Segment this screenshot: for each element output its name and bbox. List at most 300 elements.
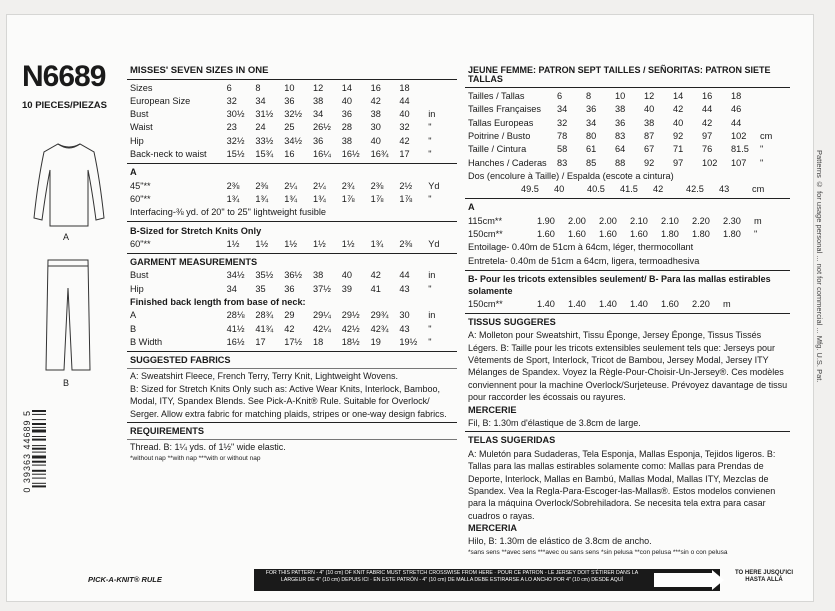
table-cell: 14 (341, 82, 353, 93)
table-cell: m (754, 215, 762, 226)
table-cell: 29¼ (313, 310, 331, 321)
fr-entoilage: Entoilage- 0.40m de 51cm à 64cm, léger, thermocollant (468, 242, 694, 253)
en-view-b-yardage (127, 238, 457, 251)
table-cell: 37½ (313, 283, 331, 294)
table-row (465, 183, 790, 196)
table-cell: 49.5 (521, 184, 539, 195)
table-cell: 40.5 (587, 184, 605, 195)
table-cell: 2.30 (723, 215, 741, 226)
table-cell: 36 (284, 283, 295, 294)
fr-entretela: Entretela- 0.40m de 51cm a 64cm, ligera, termoadhesiva (468, 255, 700, 266)
table-cell: 18½ (341, 336, 360, 347)
table-cell: Yd (428, 180, 440, 191)
table-cell: 36 (284, 95, 295, 106)
table-cell: 38 (313, 95, 324, 106)
row-label: B Width (130, 337, 163, 347)
en-interfacing: Interfacing-⅜ yd. of 20" to 25" lightweight fusible (130, 207, 327, 218)
row-label: A (130, 311, 137, 321)
table-cell: 41.5 (620, 184, 638, 195)
table-cell: 16 (370, 82, 381, 93)
table-cell: 14 (673, 91, 684, 102)
table-cell: 34 (255, 95, 266, 106)
view-a-label: A (63, 232, 70, 242)
table-cell: 42 (702, 117, 713, 128)
fr-dos-label: Dos (encolure à Taille) / Espalda (escote a cintura) (468, 170, 674, 181)
table-cell: 34 (557, 104, 568, 115)
table-cell: 24 (255, 122, 266, 133)
fr-merceria-text: Hilo, B: 1.30m de elástico de 3.8cm de ancho. (468, 536, 652, 547)
table-cell: 58 (557, 144, 568, 155)
en-fabrics-title: SUGGESTED FABRICS (130, 355, 231, 366)
table-cell: 2¾ (341, 180, 355, 191)
table-cell: 42 (653, 184, 664, 195)
fr-view-b-yardage (465, 298, 790, 311)
table-cell: " (428, 283, 432, 294)
en-sizes-table (127, 82, 457, 162)
table-cell: 25 (284, 122, 295, 133)
table-cell: 44 (702, 104, 713, 115)
table-cell: 16 (284, 149, 295, 160)
table-cell: in (428, 310, 436, 321)
en-title: MISSES' SEVEN SIZES IN ONE (127, 64, 457, 80)
table-cell: 38 (644, 117, 655, 128)
table-cell: 8 (255, 82, 261, 93)
barcode-bar (32, 427, 46, 428)
table-cell: 36 (615, 117, 626, 128)
table-cell: 18 (731, 91, 742, 102)
en-finished-label: Finished back length from base of neck: (130, 297, 306, 307)
table-cell: " (428, 149, 432, 160)
table-cell: 34 (313, 109, 324, 120)
fr-mercerie-text: Fil, B: 1.30m d'élastique de 3.8cm de large. (468, 418, 641, 428)
table-cell: 34½ (226, 270, 245, 281)
table-row (127, 309, 457, 322)
row-label: European Size (130, 96, 191, 106)
table-cell: 16½ (226, 336, 245, 347)
pieces-count: 10 PIECES/PIEZAS (22, 100, 108, 111)
row-label: Back-neck to waist (130, 150, 207, 160)
table-row (465, 103, 790, 116)
table-cell: 83 (557, 157, 568, 168)
barcode-bar (32, 445, 46, 446)
table-cell: 40 (673, 117, 684, 128)
table-cell: 35½ (255, 270, 274, 281)
table-row (127, 121, 457, 134)
table-cell: 32 (557, 117, 568, 128)
table-cell: 17 (399, 149, 410, 160)
table-cell: 1.60 (537, 229, 555, 240)
barcode (32, 410, 46, 520)
table-cell: 1.40 (599, 298, 617, 309)
barcode-bar (32, 414, 46, 415)
table-cell: 40 (341, 270, 353, 281)
table-cell: 42 (399, 135, 410, 146)
table-cell: 10 (615, 91, 626, 102)
table-cell: 81.5 (731, 144, 749, 155)
table-row (127, 193, 457, 206)
en-finished-lengths (127, 309, 457, 349)
table-cell: 36½ (284, 270, 303, 281)
table-row (127, 238, 457, 251)
en-view-a-yardage (127, 180, 457, 207)
table-cell: 78 (557, 130, 568, 141)
table-cell: 42 (673, 104, 684, 115)
table-cell: 102 (702, 157, 718, 168)
table-cell: 107 (731, 157, 747, 168)
table-cell: 92 (644, 157, 655, 168)
table-cell: 15¾ (255, 149, 274, 160)
row-label: Tailles / Tallas (468, 92, 525, 102)
table-cell: 40 (399, 109, 410, 120)
table-cell: 1¾ (313, 193, 326, 204)
pattern-number: N6689 (22, 60, 106, 93)
side-copyright-text: Patterns © for usage personal ... not for commercial ... Mfg. U.S. Pat. (815, 150, 824, 383)
pick-a-knit-rule-label: PICK-A-KNIT® RULE (88, 575, 162, 584)
barcode-bar (32, 478, 46, 479)
barcode-bar (32, 474, 46, 475)
table-cell: 1.80 (661, 229, 679, 240)
table-cell: 2.20 (692, 215, 710, 226)
table-cell: 102 (731, 130, 747, 141)
row-label: 115cm** (468, 216, 503, 226)
fr-merceria-title: MERCERIA (468, 523, 518, 534)
table-cell: 2⅜ (226, 180, 240, 191)
table-cell: " (428, 135, 432, 146)
fr-view-b-label: B- Pour les tricots extensibles seulement/ B- Para las mallas estirables solamente (468, 273, 771, 297)
table-cell: 42.5 (686, 184, 704, 195)
table-cell: 1.40 (630, 298, 648, 309)
table-cell: 30½ (226, 109, 245, 120)
barcode-bar (32, 436, 46, 437)
table-cell: 36 (586, 104, 597, 115)
table-row (465, 90, 790, 103)
table-cell: m (723, 298, 731, 309)
table-cell: 1.60 (661, 298, 679, 309)
en-fabrics-b: B: Sized for Stretch Knits Only such as: Active Wear Knits, Interlock, Bamboo, Modal, ITY, Spandex Blends. See Pick-A-Knit® Rule. Suitable for Overlock/ Serger. Allow extra fabric for matching plaids, stripes or one-way design fabrics. (130, 383, 447, 419)
table-cell: in (428, 109, 436, 120)
en-garment-title: GARMENT MEASUREMENTS (130, 257, 258, 268)
fr-tissus-title: TISSUS SUGGERES (468, 317, 556, 328)
table-cell: 23 (226, 122, 237, 133)
table-cell: 40 (370, 135, 381, 146)
table-cell: 1¾ (370, 238, 384, 249)
table-row (127, 82, 457, 95)
table-cell: 88 (615, 157, 626, 168)
row-label: Hanches / Caderas (468, 158, 547, 168)
fr-title: JEUNE FEMME: PATRON SEPT TAILLES / SEÑORITAS: PATRON SIETE TALLAS (465, 64, 790, 88)
table-cell: 83 (615, 130, 626, 141)
table-cell: 28 (341, 122, 353, 133)
table-cell: 18 (399, 82, 410, 93)
table-cell: 1.90 (537, 215, 555, 226)
table-cell: 17 (255, 336, 266, 347)
barcode-bar (32, 439, 46, 441)
table-cell: 16¼ (313, 149, 331, 160)
barcode-bar (32, 465, 46, 466)
table-cell: 76 (702, 144, 713, 155)
table-cell: 38 (341, 135, 353, 146)
table-cell: 39 (341, 283, 353, 294)
row-label: 150cm** (468, 230, 503, 240)
table-cell: 2¼ (313, 180, 326, 191)
en-footnote: *without nap **with nap ***with or without nap (130, 454, 261, 462)
table-cell: 1.40 (568, 298, 586, 309)
english-column (127, 64, 457, 462)
table-cell: 1.80 (723, 229, 741, 240)
row-label: 45"** (130, 181, 151, 191)
table-cell: 6 (226, 82, 232, 93)
en-view-b-label: B-Sized for Stretch Knits Only (130, 225, 262, 236)
fr-footnote: *sans sens **avec sens ***avec ou sans sens *sin pelusa **con pelusa ***sin o con pelusa (468, 548, 728, 556)
table-cell: 34 (226, 283, 237, 294)
table-cell: 1⅞ (370, 193, 384, 204)
table-cell: 2⅜ (370, 180, 384, 191)
table-cell: " (428, 193, 432, 204)
table-cell: 29½ (341, 310, 360, 321)
table-cell: 1½ (255, 238, 269, 249)
table-row (465, 228, 790, 241)
table-cell: " (428, 336, 432, 347)
table-cell: " (428, 122, 432, 133)
table-cell: 1½ (284, 238, 297, 249)
table-cell: 92 (673, 130, 684, 141)
stretch-guide-text: FOR THIS PATTERN - 4" (10 cm) OF KNIT FABRIC MUST STRETCH CROSSWISE FROM HERE · POUR CE PATRON - LE JERSEY DOIT S'ÉTIRER DANS LA LARGEUR DE 4" (10 cm) DEPUIS ICI · EN ESTE PATRÓN - 4" (10 cm) DE MALLA DEBE ESTIRARSE A LO ANCHO POR 4" (10 cm) DESDE AQUÍ (265, 570, 639, 583)
table-cell: 2⅜ (399, 238, 413, 249)
table-cell: 1.60 (630, 229, 648, 240)
table-row (465, 298, 790, 311)
en-garment-measurements (127, 269, 457, 296)
barcode-bar (32, 410, 46, 412)
table-cell: 80 (586, 130, 597, 141)
table-cell: 12 (313, 82, 324, 93)
table-cell: 32 (226, 95, 237, 106)
stretch-guide-bar (254, 569, 720, 591)
table-cell: 2½ (399, 180, 413, 191)
barcode-bar (32, 461, 46, 463)
table-row (127, 269, 457, 282)
table-row (465, 215, 790, 228)
table-cell: cm (752, 184, 765, 195)
table-cell: 1¾ (284, 193, 297, 204)
table-cell: 44 (399, 270, 410, 281)
table-cell: 1½ (341, 238, 355, 249)
view-a-sweatshirt-drawing (28, 140, 110, 232)
table-cell: 38 (313, 270, 324, 281)
barcode-bar (32, 419, 46, 420)
fr-telas-title: TELAS SUGERIDAS (468, 435, 556, 446)
table-cell: 34 (586, 117, 597, 128)
table-cell: 38 (370, 109, 381, 120)
barcode-number: 0 39363 44689 5 (22, 410, 32, 493)
table-cell: 1.40 (537, 298, 555, 309)
table-cell: 26½ (313, 122, 331, 133)
row-label: Bust (130, 110, 149, 120)
table-cell: 44 (399, 95, 410, 106)
row-label: Tallas Europeas (468, 118, 534, 128)
barcode-bar (32, 423, 46, 425)
barcode-bar (32, 485, 46, 487)
table-cell: 32 (399, 122, 410, 133)
table-cell: 64 (615, 144, 626, 155)
table-cell: 12 (644, 91, 655, 102)
en-requirements-title: REQUIREMENTS (130, 426, 205, 437)
table-cell: 15½ (226, 149, 245, 160)
fr-tissus-text: A: Molleton pour Sweatshirt, Tissu Éponge, Jersey Éponge, Tissus Tissés Légers. B: Taille pour les tricots extensibles seulement tels que: Jerseys pour Vêtements de Sport, Interlock, Tricot de Bambou, Jersey Modal, Jersey ITY Mélanges de Spandex. Voyez la Règle-Pour-Choisir-Un-Jersey®. Ces modèles conviennent pour la machine Overlock/Surjeteuse. Prévoyez davantage de tissu pour raccorder les écossais ou rayures. (468, 330, 788, 403)
table-cell: 42¾ (370, 323, 389, 334)
table-cell: " (760, 144, 764, 155)
table-cell: 1½ (313, 238, 326, 249)
table-cell: 10 (284, 82, 295, 93)
row-label: Waist (130, 123, 153, 133)
barcode-bar (32, 483, 46, 484)
barcode-bar (32, 470, 46, 472)
fr-mercerie-title: MERCERIE (468, 404, 517, 415)
en-fabrics-a: A: Sweatshirt Fleece, French Terry, Terry Knit, Lightweight Wovens. (130, 371, 398, 382)
table-cell: 1¾ (255, 193, 269, 204)
table-row (465, 143, 790, 156)
table-cell: 43 (719, 184, 730, 195)
barcode-bar (32, 430, 46, 433)
to-here-label: TO HERE JUSQU'ICI HASTA ALLÁ (735, 570, 793, 583)
table-cell: 42 (370, 270, 381, 281)
table-cell: in (428, 270, 436, 281)
table-cell: " (428, 323, 432, 334)
table-cell: 17½ (284, 336, 303, 347)
row-label: Bust (130, 271, 149, 281)
table-cell: 46 (731, 104, 742, 115)
table-cell: cm (760, 130, 773, 141)
table-cell: 1½ (226, 238, 240, 249)
table-cell: 16½ (341, 149, 360, 160)
en-view-a-label: A (130, 167, 137, 178)
table-cell: 29¾ (370, 310, 389, 321)
table-cell: 30 (399, 310, 410, 321)
table-cell: 32½ (226, 135, 245, 146)
table-cell: 2.20 (692, 298, 710, 309)
table-cell: Yd (428, 238, 440, 249)
table-cell: 38 (615, 104, 626, 115)
table-cell: 2⅜ (255, 180, 269, 191)
table-cell: 40 (644, 104, 655, 115)
row-label: 150cm** (468, 299, 503, 309)
table-cell: 16¾ (370, 149, 389, 160)
table-cell: 36 (341, 109, 353, 120)
view-b-label: B (63, 378, 70, 388)
table-cell: 43 (399, 323, 410, 334)
table-cell: 29 (284, 310, 295, 321)
barcode-bar (32, 452, 46, 453)
table-cell: 42¼ (313, 323, 331, 334)
table-cell: " (760, 157, 764, 168)
row-label: Hip (130, 284, 144, 294)
fr-view-a-yardage (465, 215, 790, 242)
table-cell: 6 (557, 91, 563, 102)
table-cell: 97 (673, 157, 684, 168)
table-cell: 67 (644, 144, 655, 155)
table-cell: 42 (370, 95, 381, 106)
table-cell: 19 (370, 336, 381, 347)
table-cell: 32½ (284, 109, 303, 120)
table-row (127, 283, 457, 296)
row-label: 60"** (130, 194, 151, 204)
table-cell: 1.60 (599, 229, 617, 240)
table-cell: 33½ (255, 135, 274, 146)
fr-sizes-table (465, 90, 790, 170)
table-cell: 35 (255, 283, 266, 294)
fr-view-a-label: A (468, 202, 475, 213)
french-spanish-column (465, 64, 790, 556)
table-cell: 44 (731, 117, 742, 128)
table-row (127, 148, 457, 161)
table-cell: 31½ (255, 109, 274, 120)
table-row (127, 323, 457, 336)
barcode-bar (32, 448, 46, 450)
table-row (465, 130, 790, 143)
row-label: Tailles Françaises (468, 105, 542, 115)
table-cell: 42 (284, 323, 295, 334)
fr-dos-row (465, 183, 790, 196)
table-cell: 18 (313, 336, 324, 347)
en-requirements-text: Thread. B: 1¼ yds. of 1½" wide elastic. (130, 442, 286, 453)
fr-telas-text: A: Muletón para Sudaderas, Tela Esponja, Mallas Esponja, Tejidos ligeros. B: Tallas para las mallas estirables solamente como: Mallas para Prendas de Deporte, Interlock, Mallas en Bambú, Mallas Modal, Mallas ITY, Mezclas de Spandex. Vea la Regla-Para-Escoger-las-Mallas®. Estos modelos convienen para la máquina Overlock/Sobrehiladora. Se necesita tela extra para casar cuadros o rayas. (468, 448, 776, 521)
row-label: B (130, 324, 137, 334)
table-row (465, 156, 790, 169)
row-label: Poitrine / Busto (468, 131, 531, 141)
table-cell: 1.60 (568, 229, 586, 240)
table-cell: 28¾ (255, 310, 274, 321)
table-cell: 97 (702, 130, 713, 141)
table-cell: 16 (702, 91, 713, 102)
table-row (127, 108, 457, 121)
arrow-right-icon (654, 573, 714, 587)
table-cell: 30 (370, 122, 381, 133)
row-label: Taille / Cintura (468, 145, 527, 155)
table-row (127, 95, 457, 108)
table-cell: 1⅞ (399, 193, 413, 204)
table-cell: 2.10 (661, 215, 679, 226)
table-cell: 1⅞ (341, 193, 355, 204)
table-cell: 40 (341, 95, 353, 106)
table-cell: 2.00 (599, 215, 617, 226)
table-cell: 87 (644, 130, 655, 141)
table-cell: 19½ (399, 336, 418, 347)
table-cell: 2.10 (630, 215, 648, 226)
table-cell: 85 (586, 157, 597, 168)
table-cell: 42½ (341, 323, 360, 334)
table-row (465, 117, 790, 130)
table-row (127, 135, 457, 148)
table-cell: 1.80 (692, 229, 710, 240)
table-cell: " (754, 229, 758, 240)
table-cell: 2.00 (568, 215, 586, 226)
table-cell: 61 (586, 144, 597, 155)
barcode-bar (32, 456, 46, 459)
table-cell: 41¾ (255, 323, 274, 334)
table-row (127, 336, 457, 349)
table-cell: 1¾ (226, 193, 240, 204)
table-cell: 41 (370, 283, 381, 294)
table-cell: 71 (673, 144, 684, 155)
view-b-pants-drawing (42, 258, 94, 374)
table-cell: 28⅛ (226, 310, 245, 321)
row-label: Hip (130, 136, 144, 146)
row-label: 60"** (130, 239, 151, 249)
table-cell: 8 (586, 91, 592, 102)
table-cell: 41½ (226, 323, 245, 334)
table-cell: 2¼ (284, 180, 297, 191)
table-cell: 43 (399, 283, 410, 294)
table-cell: 36 (313, 135, 324, 146)
